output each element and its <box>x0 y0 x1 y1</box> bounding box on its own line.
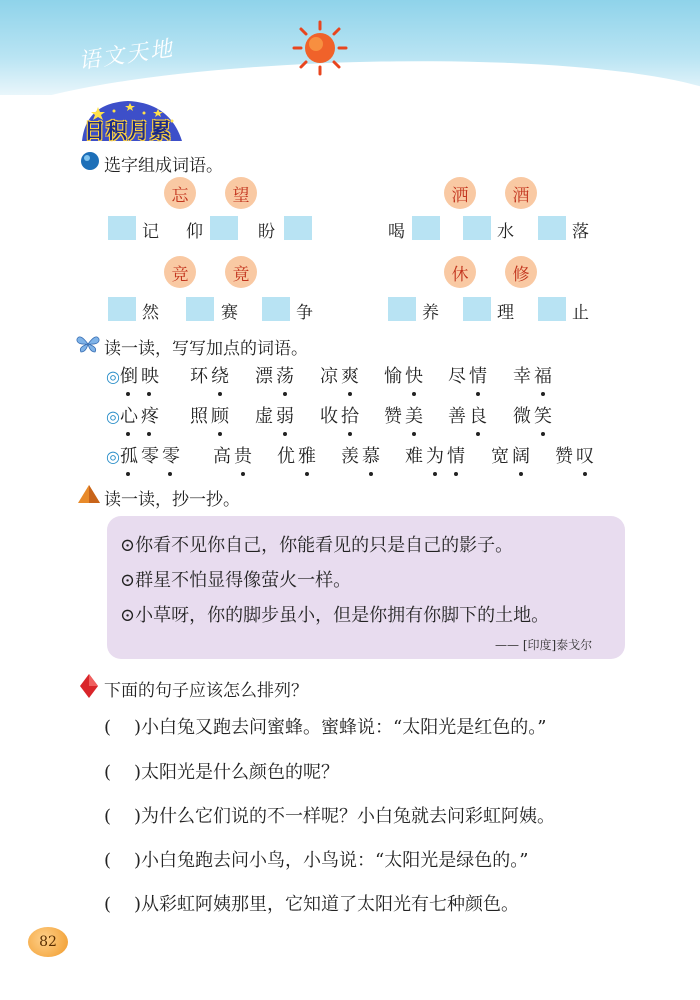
blank-box[interactable] <box>538 297 566 321</box>
word-char: 盼 <box>258 222 275 242</box>
section-badge <box>78 97 194 143</box>
word-char: 记 <box>142 222 159 242</box>
order-item-text: 太阳光是什么颜色的呢？ <box>141 762 340 783</box>
page-number: 82 <box>28 927 68 957</box>
order-item-text: 小白兔跑去问小鸟，小鸟说：“太阳光是绿色的。” <box>141 850 529 871</box>
vocab-word: 宽阔 <box>491 442 533 468</box>
vocab-word: 凉爽 <box>320 362 362 388</box>
answer-blank[interactable]: ( <box>104 717 112 738</box>
order-item[interactable] <box>104 846 528 872</box>
word-char: 喝 <box>388 222 405 242</box>
vocab-word: ◎倒映 <box>106 362 162 388</box>
red-diamond-icon <box>80 674 98 698</box>
word-char: 赛 <box>221 303 238 323</box>
order-item[interactable] <box>104 758 339 784</box>
option-char: 洒 <box>444 177 476 209</box>
blank-box[interactable] <box>108 216 136 240</box>
blank-box[interactable] <box>186 297 214 321</box>
butterfly-icon <box>76 335 100 353</box>
blank-box[interactable] <box>210 216 238 240</box>
vocab-word: 羡慕 <box>341 442 383 468</box>
paren-close: ) <box>134 762 142 783</box>
option-char: 竞 <box>164 256 196 288</box>
word-char: 养 <box>422 303 439 323</box>
section2-heading: 读一读，写写加点的词语。 <box>104 339 308 359</box>
answer-blank[interactable]: ( <box>104 894 112 915</box>
vocab-word: 虚弱 <box>255 402 297 428</box>
vocab-word: 尽情 <box>448 362 490 388</box>
word-char: 水 <box>497 222 514 242</box>
vocab-word: 微笑 <box>513 402 555 428</box>
word-char: 理 <box>497 303 514 323</box>
option-char: 忘 <box>164 177 196 209</box>
vocab-word: 收拾 <box>320 402 362 428</box>
order-item[interactable] <box>104 802 555 828</box>
badge-label: 日积月累 <box>84 119 172 143</box>
blank-box[interactable] <box>412 216 440 240</box>
quote-line: ⊙群星不怕显得像萤火一样。 <box>120 570 352 591</box>
vocab-word: ◎心疼 <box>106 402 162 428</box>
blank-box[interactable] <box>388 297 416 321</box>
vocab-word: 愉快 <box>384 362 426 388</box>
orange-pyramid-icon <box>77 484 101 504</box>
vocab-word: 赞叹 <box>555 442 597 468</box>
order-item-text: 小白兔又跑去问蜜蜂。蜜蜂说：“太阳光是红色的。” <box>141 717 547 738</box>
header-band <box>0 0 700 95</box>
paren-close: ) <box>134 850 142 871</box>
word-char: 止 <box>572 303 589 323</box>
section4-heading: 下面的句子应该怎么排列？ <box>104 681 308 701</box>
vocab-word: 环绕 <box>190 362 232 388</box>
blank-box[interactable] <box>108 297 136 321</box>
quote-line: ⊙小草呀，你的脚步虽小，但是你拥有你脚下的土地。 <box>120 605 550 626</box>
vocab-word: ◎孤零零 <box>106 442 183 468</box>
paren-close: ) <box>134 717 142 738</box>
sun-icon <box>290 18 350 78</box>
vocab-word: 难为情 <box>405 442 468 468</box>
word-char: 仰 <box>186 222 203 242</box>
order-item[interactable] <box>104 890 519 916</box>
answer-blank[interactable]: ( <box>104 850 112 871</box>
option-char: 酒 <box>505 177 537 209</box>
order-item[interactable] <box>104 713 546 739</box>
vocab-word: 高贵 <box>213 442 255 468</box>
blue-sphere-icon <box>80 151 100 171</box>
page-title: 语文天地 <box>77 36 176 75</box>
blank-box[interactable] <box>284 216 312 240</box>
option-char: 竟 <box>225 256 257 288</box>
vocab-word: 善良 <box>448 402 490 428</box>
vocab-word: 赞美 <box>384 402 426 428</box>
vocab-word: 照顾 <box>190 402 232 428</box>
order-item-text: 从彩虹阿姨那里，它知道了太阳光有七种颜色。 <box>141 894 520 915</box>
option-char: 望 <box>225 177 257 209</box>
word-char: 落 <box>572 222 589 242</box>
blank-box[interactable] <box>463 297 491 321</box>
blank-box[interactable] <box>262 297 290 321</box>
vocab-word: 漂荡 <box>255 362 297 388</box>
answer-blank[interactable]: ( <box>104 762 112 783</box>
paren-close: ) <box>134 894 142 915</box>
word-char: 争 <box>296 303 313 323</box>
blank-box[interactable] <box>538 216 566 240</box>
quote-author: —— [印度]泰戈尔 <box>495 638 593 652</box>
option-char: 修 <box>505 256 537 288</box>
option-char: 休 <box>444 256 476 288</box>
blank-box[interactable] <box>463 216 491 240</box>
vocab-word: 优雅 <box>277 442 319 468</box>
word-char: 然 <box>142 303 159 323</box>
answer-blank[interactable]: ( <box>104 806 112 827</box>
section3-heading: 读一读，抄一抄。 <box>104 490 240 510</box>
vocab-word: 幸福 <box>513 362 555 388</box>
quote-line: ⊙你看不见你自己，你能看见的只是自己的影子。 <box>120 535 514 556</box>
section1-heading: 选字组成词语。 <box>104 156 223 176</box>
order-item-text: 为什么它们说的不一样呢？小白兔就去问彩虹阿姨。 <box>141 806 556 827</box>
paren-close: ) <box>134 806 142 827</box>
